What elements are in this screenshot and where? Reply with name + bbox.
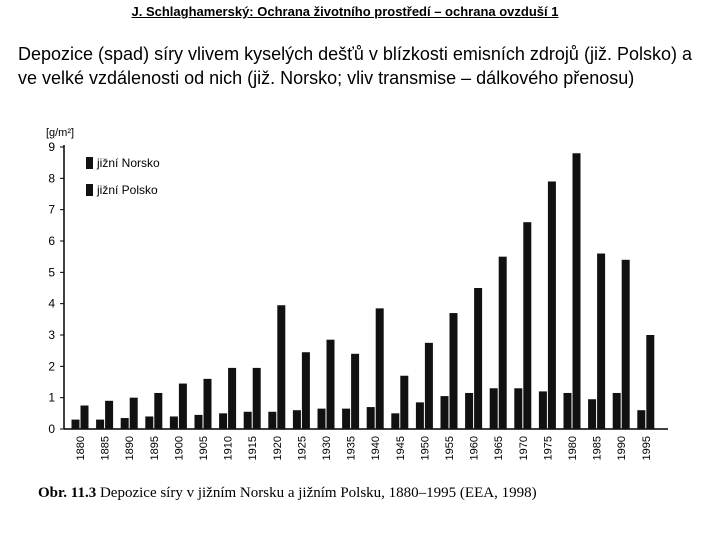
x-tick-label-1915: 1915 — [247, 436, 260, 461]
y-tick-label: 2 — [48, 359, 55, 374]
y-tick-label: 6 — [48, 234, 55, 248]
bar-norsko-1945 — [391, 413, 399, 429]
x-tick-label-1905: 1905 — [198, 436, 210, 461]
bar-norsko-1880 — [72, 420, 80, 429]
x-tick-label-1950: 1950 — [419, 436, 432, 461]
x-tick-label-1995: 1995 — [640, 436, 653, 461]
bar-polsko-1915 — [253, 368, 261, 429]
y-tick-label: 8 — [48, 171, 55, 186]
bar-polsko-1945 — [400, 376, 408, 429]
bar-polsko-1905 — [204, 379, 212, 429]
bar-polsko-1935 — [351, 354, 359, 429]
bar-norsko-1920 — [268, 412, 276, 429]
x-tick-label-1890: 1890 — [124, 436, 137, 461]
bar-norsko-1950 — [416, 402, 424, 429]
x-tick-label-1980: 1980 — [567, 436, 579, 461]
figure-caption-label: Obr. 11.3 — [38, 485, 97, 501]
bar-norsko-1940 — [367, 407, 375, 429]
bar-norsko-1915 — [244, 412, 252, 429]
bar-polsko-1900 — [179, 384, 187, 429]
bar-norsko-1885 — [96, 420, 104, 429]
x-tick-label-1925: 1925 — [296, 436, 309, 461]
bar-polsko-1885 — [105, 401, 113, 429]
y-axis-unit-label: [g/m²] — [45, 127, 75, 139]
bar-polsko-1920 — [277, 305, 285, 429]
x-tick-label-1940: 1940 — [370, 436, 383, 461]
x-tick-label-1900: 1900 — [173, 436, 186, 461]
bar-polsko-1980 — [573, 153, 581, 429]
y-tick-label: 0 — [48, 422, 55, 436]
x-tick-label-1975: 1975 — [542, 436, 555, 461]
x-tick-label-1985: 1985 — [591, 436, 604, 461]
bar-norsko-1930 — [318, 409, 326, 429]
bar-norsko-1925 — [293, 410, 301, 429]
bar-norsko-1990 — [613, 393, 621, 429]
y-tick-label: 7 — [48, 202, 55, 217]
y-tick-label: 3 — [48, 328, 55, 342]
bar-polsko-1890 — [130, 398, 138, 429]
bar-norsko-1900 — [170, 416, 178, 429]
bar-polsko-1970 — [523, 222, 531, 429]
x-tick-label-1965: 1965 — [493, 436, 506, 461]
page-header-title: J. Schlaghamerský: Ochrana životního prostředí – ochrana ovzduší 1 — [131, 4, 559, 19]
bar-norsko-1895 — [145, 416, 153, 429]
x-tick-label-1880: 1880 — [75, 436, 87, 461]
x-tick-label-1970: 1970 — [517, 436, 530, 461]
intro-text: Depozice (spad) síry vlivem kyselých dešťů v blízkosti emisních zdrojů (již. Polsko) a ve velké vzdálenosti od nich (již. Norsko; vliv transmise – dálkového přenosu) — [18, 44, 692, 88]
x-tick-label-1930: 1930 — [321, 436, 333, 461]
bar-norsko-1995 — [637, 410, 645, 429]
x-tick-label-1910: 1910 — [222, 436, 235, 461]
figure-caption-text: Depozice síry v jižním Norsku a jižním Polsku, 1880–1995 (EEA, 1998) — [99, 485, 537, 501]
x-tick-label-1935: 1935 — [345, 436, 358, 461]
bar-norsko-1890 — [121, 418, 129, 429]
y-tick-label: 5 — [48, 265, 55, 280]
bar-norsko-1975 — [539, 391, 547, 429]
bar-polsko-1965 — [499, 257, 507, 429]
y-tick-label: 9 — [48, 140, 55, 154]
x-tick-label-1895: 1895 — [148, 436, 161, 461]
bar-polsko-1975 — [548, 181, 556, 429]
bar-polsko-1950 — [425, 343, 433, 429]
bar-polsko-1985 — [597, 254, 605, 429]
x-tick-label-1920: 1920 — [271, 436, 284, 461]
bar-polsko-1895 — [154, 393, 162, 429]
legend-label-norsko: jižní Norsko — [97, 156, 160, 170]
bar-norsko-1905 — [195, 415, 203, 429]
bar-polsko-1880 — [81, 406, 89, 430]
bar-norsko-1955 — [441, 396, 449, 429]
bar-norsko-1910 — [219, 413, 227, 429]
bar-polsko-1990 — [622, 260, 630, 429]
x-tick-label-1990: 1990 — [616, 436, 629, 461]
bar-norsko-1970 — [514, 388, 522, 429]
x-tick-label-1885: 1885 — [99, 436, 112, 461]
bar-norsko-1965 — [490, 388, 498, 429]
bar-polsko-1910 — [228, 368, 236, 429]
bar-polsko-1995 — [646, 335, 654, 429]
bar-polsko-1930 — [327, 340, 335, 429]
bar-norsko-1985 — [588, 399, 596, 429]
bar-norsko-1980 — [564, 393, 572, 429]
x-tick-label-1960: 1960 — [468, 436, 481, 461]
bar-polsko-1955 — [450, 313, 458, 429]
x-tick-label-1945: 1945 — [394, 436, 407, 461]
legend-swatch-norsko — [86, 157, 93, 169]
legend-swatch-polsko — [86, 184, 93, 196]
legend-label-polsko: jižní Polsko — [97, 183, 158, 197]
y-tick-label: 1 — [48, 390, 55, 405]
figure-caption — [38, 485, 537, 502]
x-tick-label-1955: 1955 — [444, 436, 456, 461]
bar-norsko-1960 — [465, 393, 473, 429]
bar-polsko-1960 — [474, 288, 482, 429]
bar-polsko-1925 — [302, 352, 310, 429]
bar-polsko-1940 — [376, 308, 384, 429]
bar-norsko-1935 — [342, 409, 350, 429]
y-tick-label: 4 — [48, 296, 55, 311]
